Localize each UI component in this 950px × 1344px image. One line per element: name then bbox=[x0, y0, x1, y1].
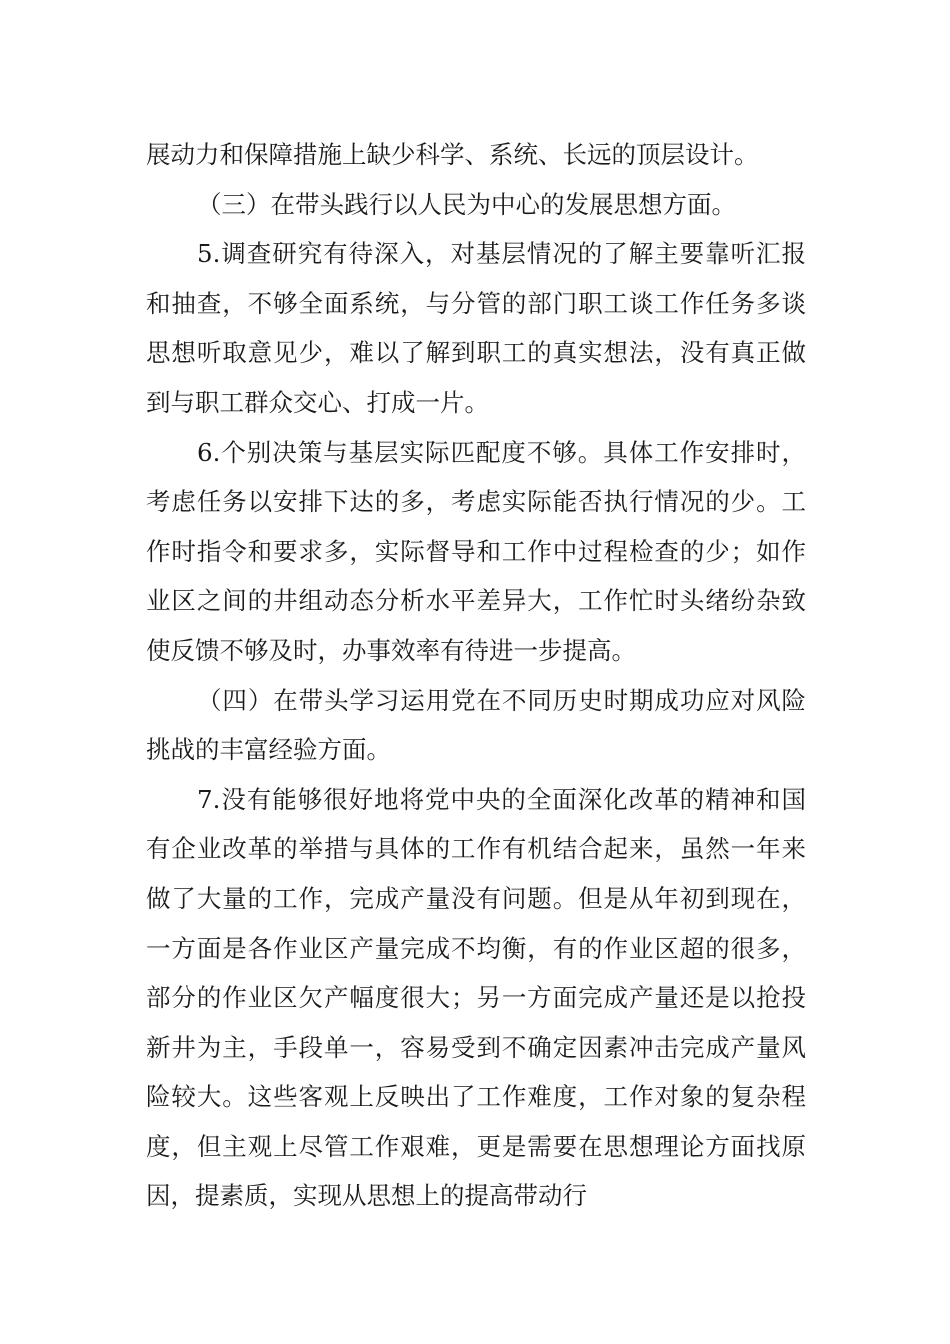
document-body bbox=[146, 130, 806, 1221]
paragraph-item-6: 6.个别决策与基层实际匹配度不够。具体工作安排时，考虑任务以安排下达的多，考虑实际能否执行情况的少。工作时指令和要求多，实际督导和工作中过程检查的少；如作业区之间的井组动态分析水平差异大，工作忙时头绪纷杂致使反馈不够及时，办事效率有待进一步提高。 bbox=[146, 437, 806, 665]
paragraph-continuation: 展动力和保障措施上缺少科学、系统、长远的顶层设计。 bbox=[146, 140, 759, 169]
section-heading-three: （三）在带头践行以人民为中心的发展思想方面。 bbox=[197, 189, 736, 219]
section-heading-four: （四）在带头学习运用党在不同历史时期成功应对风险挑战的丰富经验方面。 bbox=[146, 685, 806, 765]
paragraph-item-5: 5.调查研究有待深入，对基层情况的了解主要靠听汇报和抽查，不够全面系统，与分管的部门职工谈工作任务多谈思想听取意见少，难以了解到职工的真实想法，没有真正做到与职工群众交心、打成一片。 bbox=[146, 239, 806, 417]
paragraph-item-7: 7.没有能够很好地将党中央的全面深化改革的精神和国有企业改革的举措与具体的工作有机结合起来，虽然一年来做了大量的工作，完成产量没有问题。但是从年初到现在，一方面是各作业区产量完成不均衡，有的作业区超的很多，部分的作业区欠产幅度很大；另一方面完成产量还是以抢投新井为主，手段单一，容易受到不确定因素冲击完成产量风险较大。这些客观上反映出了工作难度，工作对象的复杂程度，但主观上尽管工作艰难，更是需要在思想理论方面找原因，提素质，实现从思想上的提高带动行 bbox=[146, 784, 806, 1211]
